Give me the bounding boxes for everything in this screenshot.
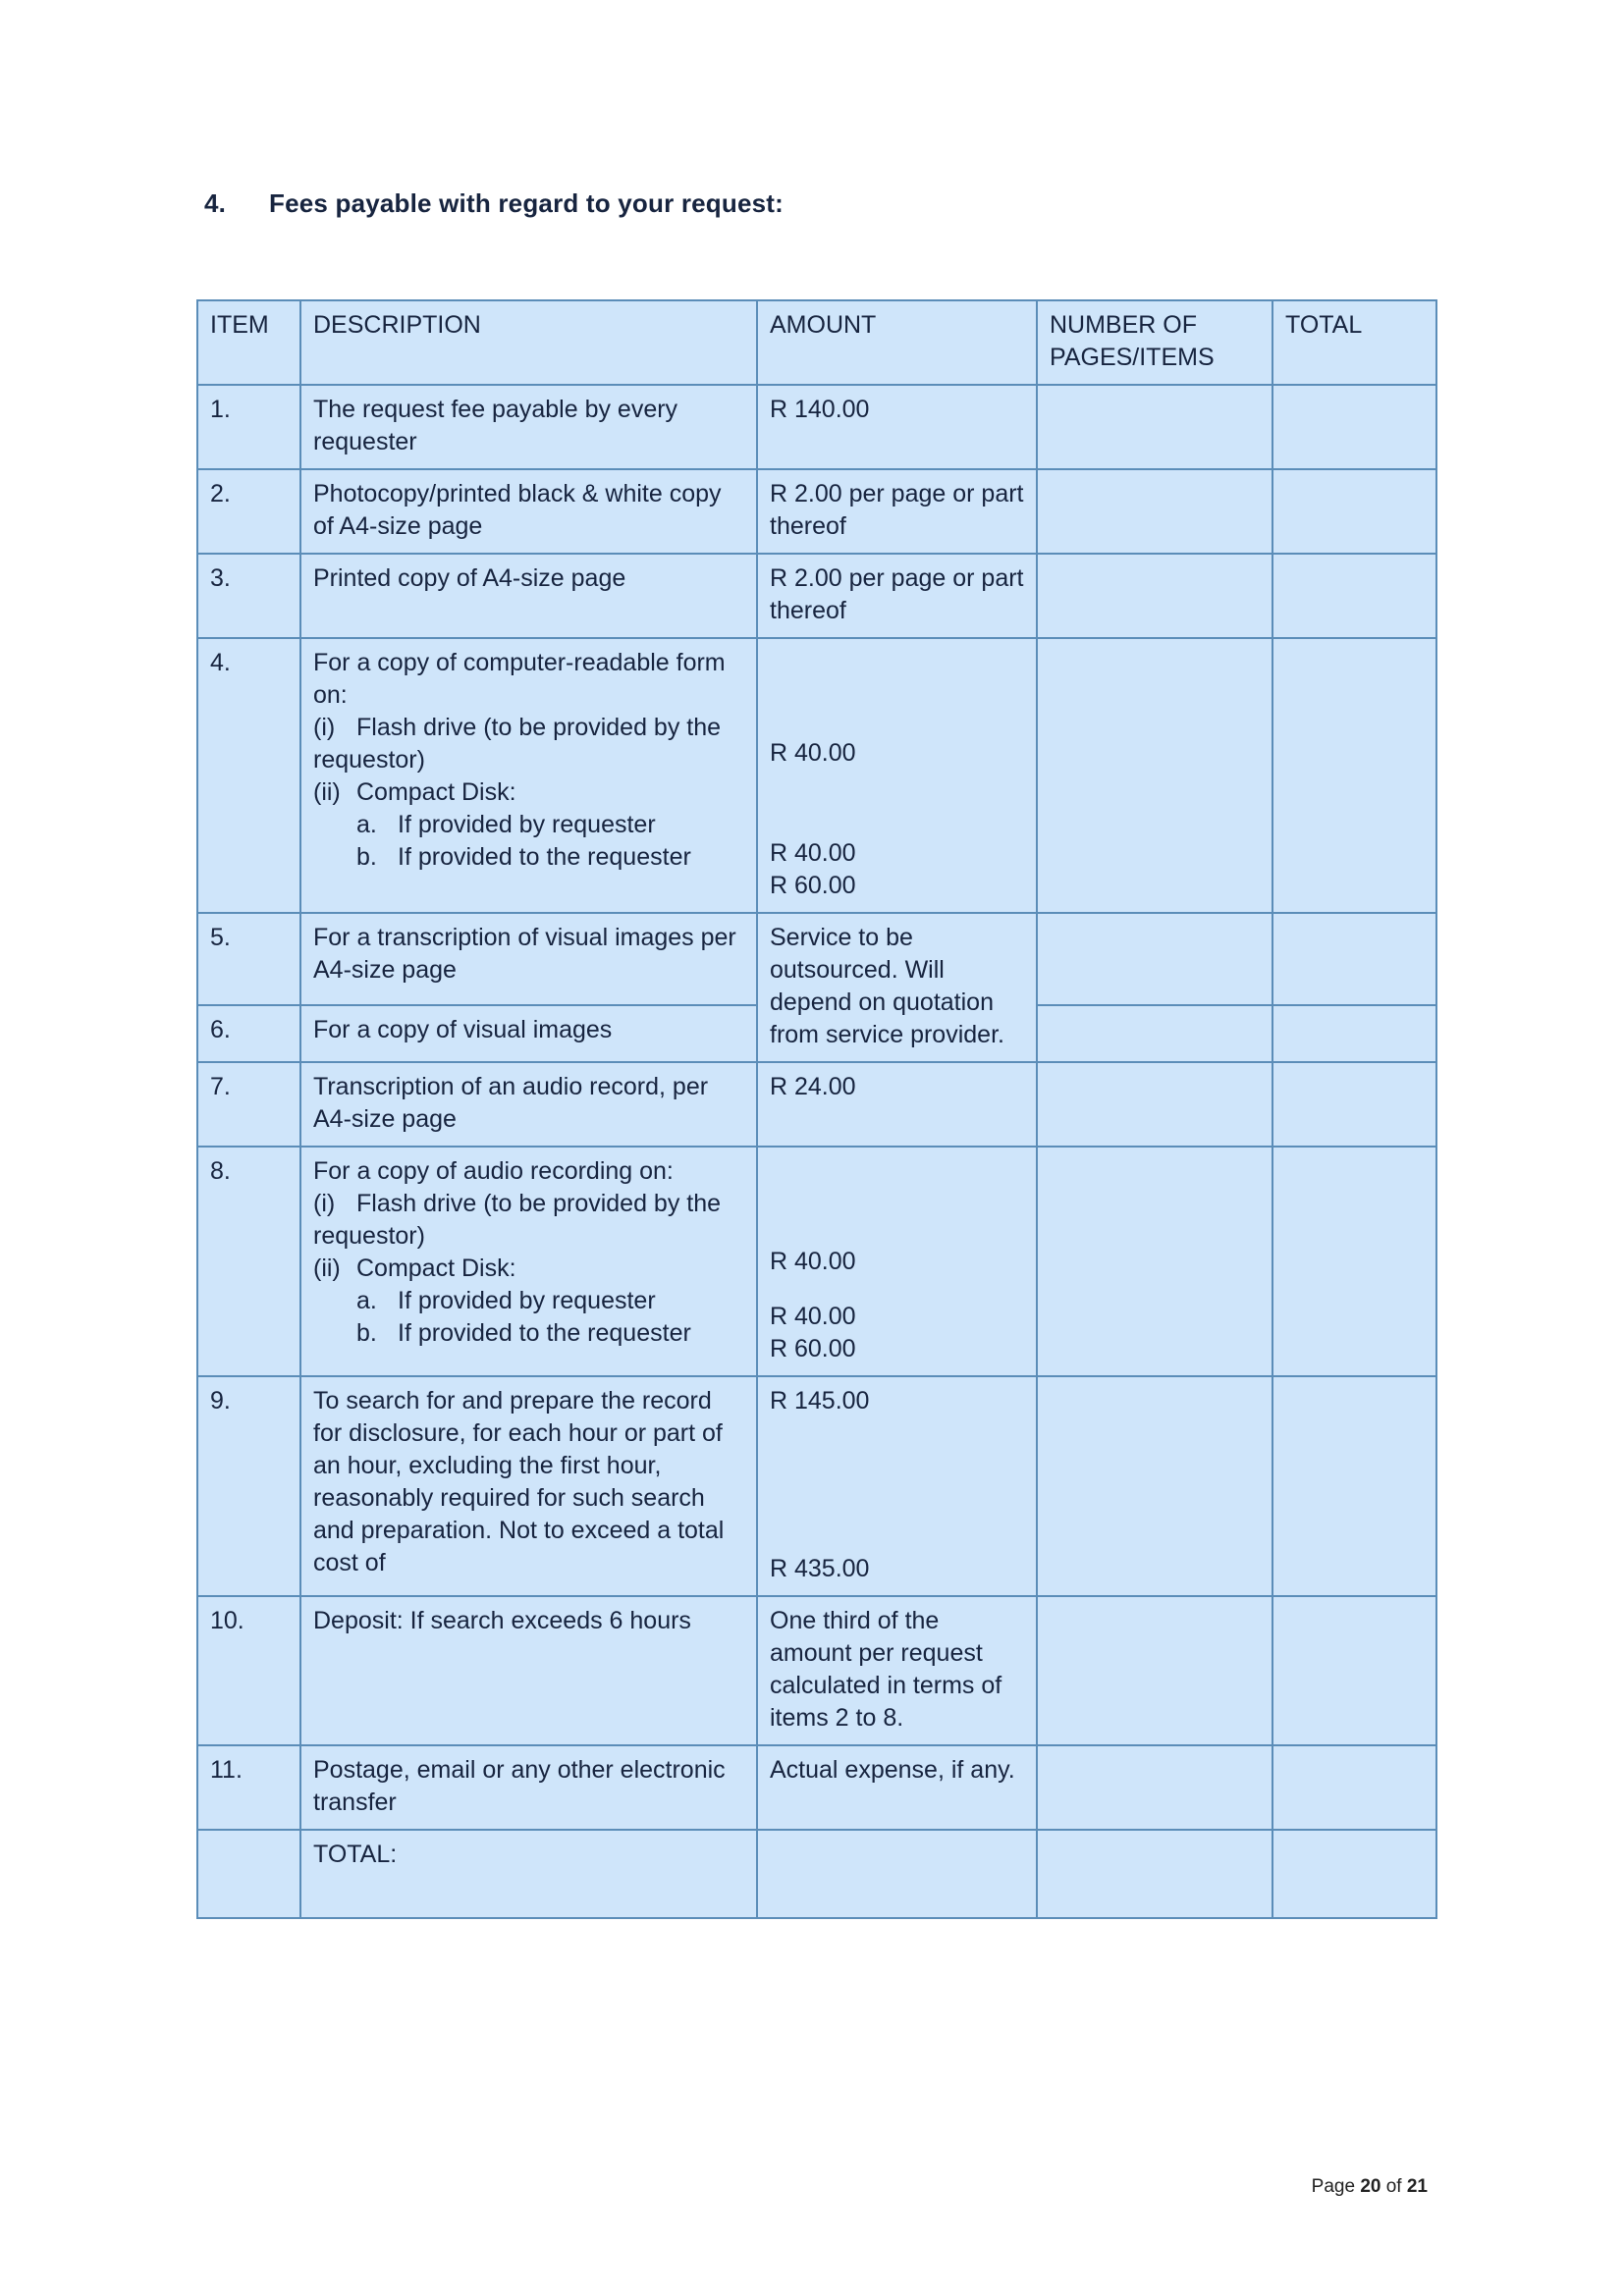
footer-prefix: Page — [1311, 2176, 1361, 2197]
amount-spacer — [770, 1155, 1026, 1246]
cell-total — [1272, 1596, 1436, 1745]
cell-description: For a transcription of visual images per A4-size page — [300, 913, 757, 1005]
cell-description: Postage, email or any other electronic transfer — [300, 1745, 757, 1830]
page-footer — [1312, 2176, 1428, 2198]
list-label-b: b. — [356, 843, 377, 871]
cell-amount — [757, 1147, 1037, 1376]
table-row — [197, 554, 1436, 638]
cell-description — [300, 638, 757, 913]
cell-description: Transcription of an audio record, per A4-size page — [300, 1062, 757, 1147]
section-number: 4. — [204, 188, 227, 218]
amount-max-total: R 435.00 — [770, 1555, 870, 1582]
cell-total — [1272, 469, 1436, 554]
list-text-a: If provided by requester — [398, 1287, 656, 1314]
cell-item: 11. — [197, 1745, 300, 1830]
table-row — [197, 1745, 1436, 1830]
cell-total-label: TOTAL: — [300, 1830, 757, 1918]
cell-pages — [1037, 554, 1272, 638]
list-text-ii: Compact Disk: — [356, 778, 516, 806]
amount-spacer — [770, 815, 1026, 837]
cell-total — [1272, 1062, 1436, 1147]
amount-spacer — [770, 1463, 1026, 1485]
cell-description: The request fee payable by every requester — [300, 385, 757, 469]
amount-spacer — [770, 1278, 1026, 1301]
list-label-a: a. — [356, 811, 377, 838]
description-item-a — [313, 809, 746, 841]
cell-amount: R 24.00 — [757, 1062, 1037, 1147]
section-heading — [204, 188, 784, 219]
table-row — [197, 385, 1436, 469]
cell-amount: One third of the amount per request calculated in terms of items 2 to 8. — [757, 1596, 1037, 1745]
cell-description: To search for and prepare the record for disclosure, for each hour or part of an hour, excluding the first hour, reasonably required for such search and preparation. Not to exceed a total cost of — [300, 1376, 757, 1596]
footer-middle: of — [1380, 2176, 1407, 2197]
cell-amount: R 2.00 per page or part thereof — [757, 469, 1037, 554]
list-label-i: (i) — [313, 1190, 336, 1217]
list-text-a: If provided by requester — [398, 811, 656, 838]
footer-last-page: 21 — [1406, 2176, 1428, 2197]
cell-total — [1272, 1376, 1436, 1596]
column-header-pages: NUMBER OF PAGES/ITEMS — [1037, 300, 1272, 385]
cell-pages — [1037, 1147, 1272, 1376]
table-row — [197, 1147, 1436, 1376]
table-row — [197, 1376, 1436, 1596]
column-header-total: TOTAL — [1272, 300, 1436, 385]
footer-current-page: 20 — [1360, 2176, 1381, 2197]
list-text-b: If provided to the requester — [398, 843, 691, 871]
description-intro: For a copy of computer-readable form on: — [313, 649, 726, 709]
list-text-ii: Compact Disk: — [356, 1255, 516, 1282]
amount-spacer — [770, 770, 1026, 792]
amount-cd-by-requester: R 40.00 — [770, 839, 856, 867]
amount-cd-to-requester: R 60.00 — [770, 1335, 856, 1362]
cell-item: 6. — [197, 1005, 300, 1062]
amount-spacer — [770, 1508, 1026, 1530]
cell-description: Photocopy/printed black & white copy of A4-size page — [300, 469, 757, 554]
cell-total — [1272, 385, 1436, 469]
column-header-description: DESCRIPTION — [300, 300, 757, 385]
list-label-i: (i) — [313, 714, 336, 741]
list-text-i: Flash drive (to be provided by the requestor) — [313, 1190, 722, 1250]
cell-pages — [1037, 1745, 1272, 1830]
cell-pages — [1037, 1062, 1272, 1147]
cell-pages — [1037, 1596, 1272, 1745]
table-row — [197, 638, 1436, 913]
cell-item: 9. — [197, 1376, 300, 1596]
table-row — [197, 913, 1436, 1005]
cell-total — [1272, 1830, 1436, 1918]
amount-spacer — [770, 1417, 1026, 1440]
amount-spacer — [770, 1530, 1026, 1553]
cell-description: Printed copy of A4-size page — [300, 554, 757, 638]
cell-item: 3. — [197, 554, 300, 638]
description-item-i — [313, 1188, 746, 1253]
column-header-item: ITEM — [197, 300, 300, 385]
list-label-ii: (ii) — [313, 1255, 341, 1282]
cell-item: 1. — [197, 385, 300, 469]
cell-pages — [1037, 913, 1272, 1005]
table-header-row — [197, 300, 1436, 385]
cell-total — [1272, 1147, 1436, 1376]
description-item-a — [313, 1285, 746, 1317]
cell-item — [197, 1830, 300, 1918]
cell-amount: Service to be outsourced. Will depend on quotation from service provider. — [757, 913, 1037, 1062]
table-row — [197, 1062, 1436, 1147]
amount-cd-to-requester: R 60.00 — [770, 872, 856, 899]
cell-pages — [1037, 1830, 1272, 1918]
amount-flash-drive: R 40.00 — [770, 1248, 856, 1275]
description-item-i — [313, 712, 746, 776]
table-row — [197, 1596, 1436, 1745]
list-label-a: a. — [356, 1287, 377, 1314]
cell-pages — [1037, 385, 1272, 469]
list-label-b: b. — [356, 1319, 377, 1347]
cell-item: 5. — [197, 913, 300, 1005]
cell-description: Deposit: If search exceeds 6 hours — [300, 1596, 757, 1745]
cell-pages — [1037, 638, 1272, 913]
cell-item: 7. — [197, 1062, 300, 1147]
cell-item: 4. — [197, 638, 300, 913]
cell-amount: Actual expense, if any. — [757, 1745, 1037, 1830]
fees-table — [196, 299, 1437, 1919]
cell-pages — [1037, 1376, 1272, 1596]
amount-cd-by-requester: R 40.00 — [770, 1303, 856, 1330]
description-item-ii — [313, 1253, 746, 1285]
list-text-i: Flash drive (to be provided by the requestor) — [313, 714, 722, 774]
cell-total — [1272, 554, 1436, 638]
cell-amount: R 2.00 per page or part thereof — [757, 554, 1037, 638]
amount-spacer — [770, 792, 1026, 815]
section-title: Fees payable with regard to your request: — [269, 188, 784, 218]
cell-amount: R 140.00 — [757, 385, 1037, 469]
amount-flash-drive: R 40.00 — [770, 739, 856, 767]
list-label-ii: (ii) — [313, 778, 341, 806]
amount-spacer — [770, 1485, 1026, 1508]
cell-description: For a copy of visual images — [300, 1005, 757, 1062]
description-item-ii — [313, 776, 746, 809]
cell-item: 2. — [197, 469, 300, 554]
cell-amount — [757, 1376, 1037, 1596]
cell-description — [300, 1147, 757, 1376]
cell-total — [1272, 638, 1436, 913]
cell-total — [1272, 913, 1436, 1005]
cell-amount — [757, 638, 1037, 913]
description-item-b — [313, 841, 746, 874]
table-row — [197, 469, 1436, 554]
cell-item: 10. — [197, 1596, 300, 1745]
description-intro: For a copy of audio recording on: — [313, 1157, 674, 1185]
amount-spacer — [770, 647, 1026, 737]
amount-per-hour: R 145.00 — [770, 1387, 870, 1415]
cell-pages — [1037, 1005, 1272, 1062]
table-total-row — [197, 1830, 1436, 1918]
cell-amount — [757, 1830, 1037, 1918]
cell-total — [1272, 1005, 1436, 1062]
amount-spacer — [770, 1440, 1026, 1463]
column-header-amount: AMOUNT — [757, 300, 1037, 385]
cell-total — [1272, 1745, 1436, 1830]
cell-item: 8. — [197, 1147, 300, 1376]
cell-pages — [1037, 469, 1272, 554]
description-item-b — [313, 1317, 746, 1350]
list-text-b: If provided to the requester — [398, 1319, 691, 1347]
